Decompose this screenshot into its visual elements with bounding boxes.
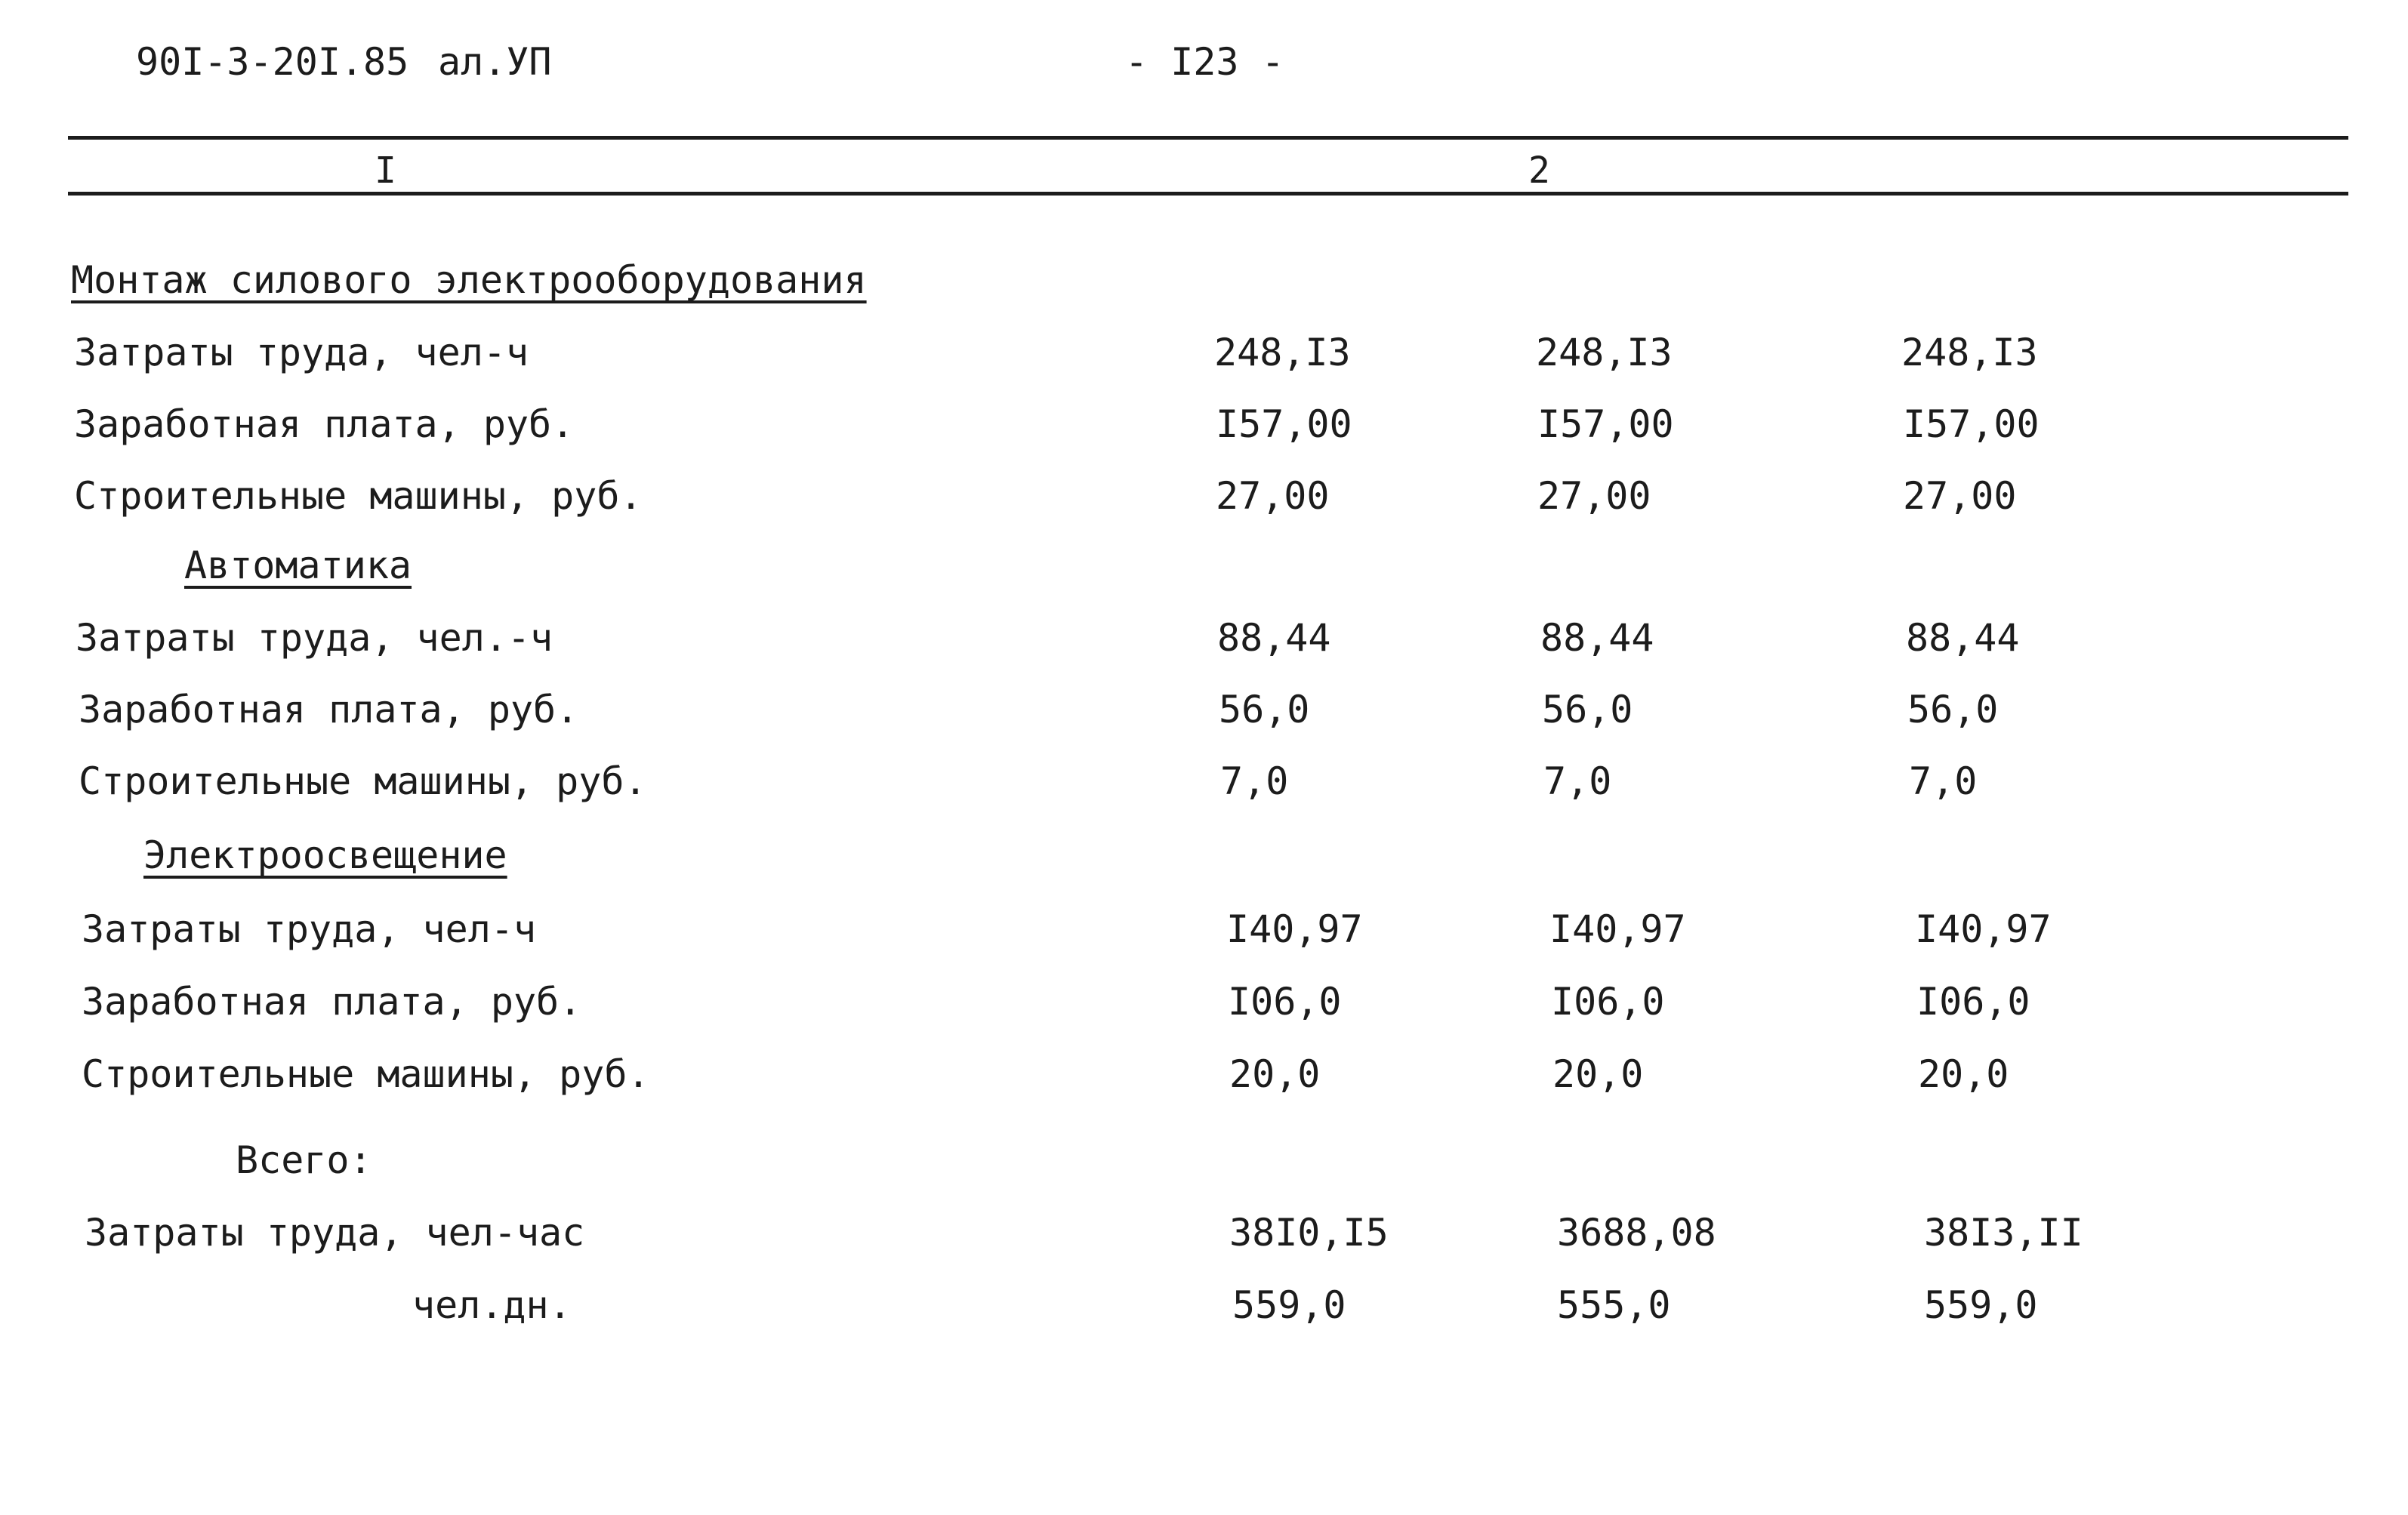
section-heading-automation [0,539,2408,592]
value-col-3: I40,97 [1915,907,2052,951]
section-title: Электроосвещение [143,833,507,877]
table-row [0,398,2408,451]
value-col-3: 7,0 [1909,759,1978,803]
row-label: Строительные машины, руб. [74,474,643,518]
value-col-3: I57,00 [1903,402,2040,446]
value-col-3: 56,0 [1907,688,1999,731]
value-col-3: 559,0 [1924,1283,2038,1327]
value-col-1: I40,97 [1226,907,1363,951]
value-col-2: 20,0 [1552,1052,1644,1096]
value-col-3: 38I3,II [1924,1211,2083,1255]
table-header-bottom-rule [68,192,2348,196]
row-label: Заработная плата, руб. [74,402,575,446]
table-row [0,1206,2408,1259]
total-title: Всего: [236,1138,372,1182]
value-col-2: 56,0 [1542,688,1633,731]
value-col-2: 555,0 [1557,1283,1671,1327]
value-col-2: I40,97 [1549,907,1686,951]
value-col-1: 20,0 [1229,1052,1321,1096]
row-label: Строительные машины, руб. [82,1052,650,1096]
table-row [0,326,2408,379]
page-number: - I23 - [1125,40,1284,84]
row-label: Затраты труда, чел.-ч [76,616,553,660]
document-code: 90I-3-20I.85 [136,40,409,84]
value-col-1: I57,00 [1216,402,1352,446]
section-heading-lighting [0,829,2408,882]
table-top-rule [68,136,2348,140]
value-col-3: I06,0 [1916,980,2030,1024]
table-row [0,611,2408,664]
row-label: Строительные машины, руб. [79,759,647,803]
table-row [0,903,2408,956]
value-col-3: 88,44 [1906,616,2020,660]
value-col-2: 3688,08 [1557,1211,1716,1255]
total-heading [0,1134,2408,1187]
value-col-1: I06,0 [1228,980,1342,1024]
section-title: Монтаж силового электрооборудования [71,258,867,302]
value-col-3: 20,0 [1918,1052,2009,1096]
row-label: Затраты труда, чел-час [85,1211,585,1255]
section-heading-power-equipment [0,254,2408,306]
value-col-2: 88,44 [1540,616,1654,660]
value-col-2: I06,0 [1551,980,1665,1024]
table-row [0,1279,2408,1332]
column-number-1: I [375,149,396,192]
value-col-3: 248,I3 [1901,331,2038,374]
value-col-1: 559,0 [1232,1283,1346,1327]
value-col-1: 88,44 [1217,616,1331,660]
row-label: Затраты труда, чел-ч [74,331,529,374]
value-col-2: 27,00 [1537,474,1651,518]
value-col-1: 248,I3 [1214,331,1351,374]
value-col-3: 27,00 [1903,474,2017,518]
value-col-2: I57,00 [1537,402,1674,446]
row-label: Заработная плата, руб. [82,980,582,1024]
column-number-2: 2 [1528,149,1550,192]
value-col-1: 27,00 [1216,474,1330,518]
row-label: Заработная плата, руб. [79,688,579,731]
value-col-2: 7,0 [1543,759,1612,803]
album-number: ал.УП [438,40,552,84]
value-col-1: 38I0,I5 [1229,1211,1389,1255]
table-row [0,1048,2408,1101]
row-label: чел.дн. [412,1283,572,1327]
value-col-1: 7,0 [1220,759,1289,803]
value-col-1: 56,0 [1219,688,1310,731]
table-row [0,755,2408,808]
row-label: Затраты труда, чел-ч [82,907,537,951]
value-col-2: 248,I3 [1536,331,1673,374]
section-title: Автоматика [184,543,412,587]
table-row [0,975,2408,1028]
table-row [0,470,2408,522]
table-row [0,683,2408,736]
